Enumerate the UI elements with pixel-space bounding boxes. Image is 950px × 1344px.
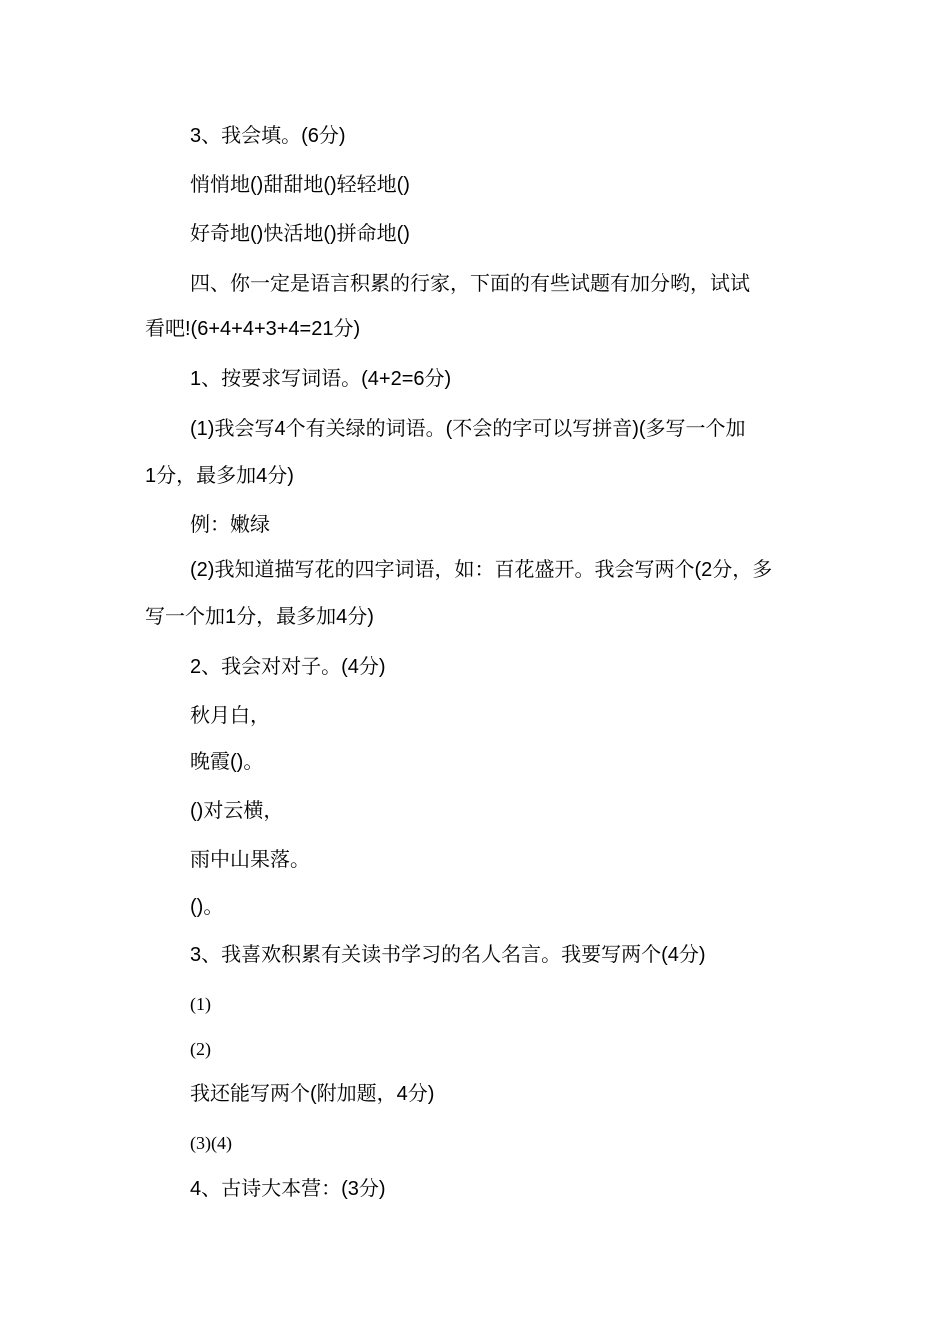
couplet-line-1: 秋月白， [190, 705, 270, 727]
couplet-line-4: 雨中山果落。 [190, 849, 310, 871]
question-1-part-1-line-1: (1)我会写4个有关绿的词语。(不会的字可以写拼音)(多写一个加 [190, 418, 746, 440]
section-4-title-line-2: 看吧!(6+4+4+3+4=21分) [145, 318, 361, 340]
fill-row-2: 好奇地()快活地()拼命地() [190, 223, 410, 245]
question-4-title: 4、古诗大本营：(3分) [190, 1178, 386, 1200]
couplet-line-5: ()。 [190, 896, 224, 918]
question-1-part-2-line-1: (2)我知道描写花的四字词语，如：百花盛开。我会写两个(2分，多 [190, 559, 773, 581]
quote-blank-1: (1) [190, 994, 211, 1014]
bonus-quotes-line: 我还能写两个(附加题，4分) [190, 1083, 435, 1105]
section-4-title-line-1: 四、你一定是语言积累的行家，下面的有些试题有加分哟，试试 [190, 273, 750, 295]
quote-blank-2: (2) [190, 1039, 211, 1059]
question-1-part-2-line-2: 写一个加1分，最多加4分) [145, 606, 374, 628]
question-1-part-1-line-2: 1分，最多加4分) [145, 465, 294, 487]
question-3-fill-title: 3、我会填。(6分) [190, 125, 346, 147]
question-1-title: 1、按要求写词语。(4+2=6分) [190, 368, 452, 390]
couplet-line-3: ()对云横， [190, 800, 284, 822]
quote-blank-3-4: (3)(4) [190, 1133, 232, 1153]
question-3-quotes-title: 3、我喜欢积累有关读书学习的名人名言。我要写两个(4分) [190, 944, 706, 966]
couplet-line-2: 晚霞()。 [190, 751, 264, 773]
question-2-title: 2、我会对对子。(4分) [190, 656, 386, 678]
fill-row-1: 悄悄地()甜甜地()轻轻地() [190, 174, 410, 196]
example-line: 例：嫩绿 [190, 514, 270, 536]
